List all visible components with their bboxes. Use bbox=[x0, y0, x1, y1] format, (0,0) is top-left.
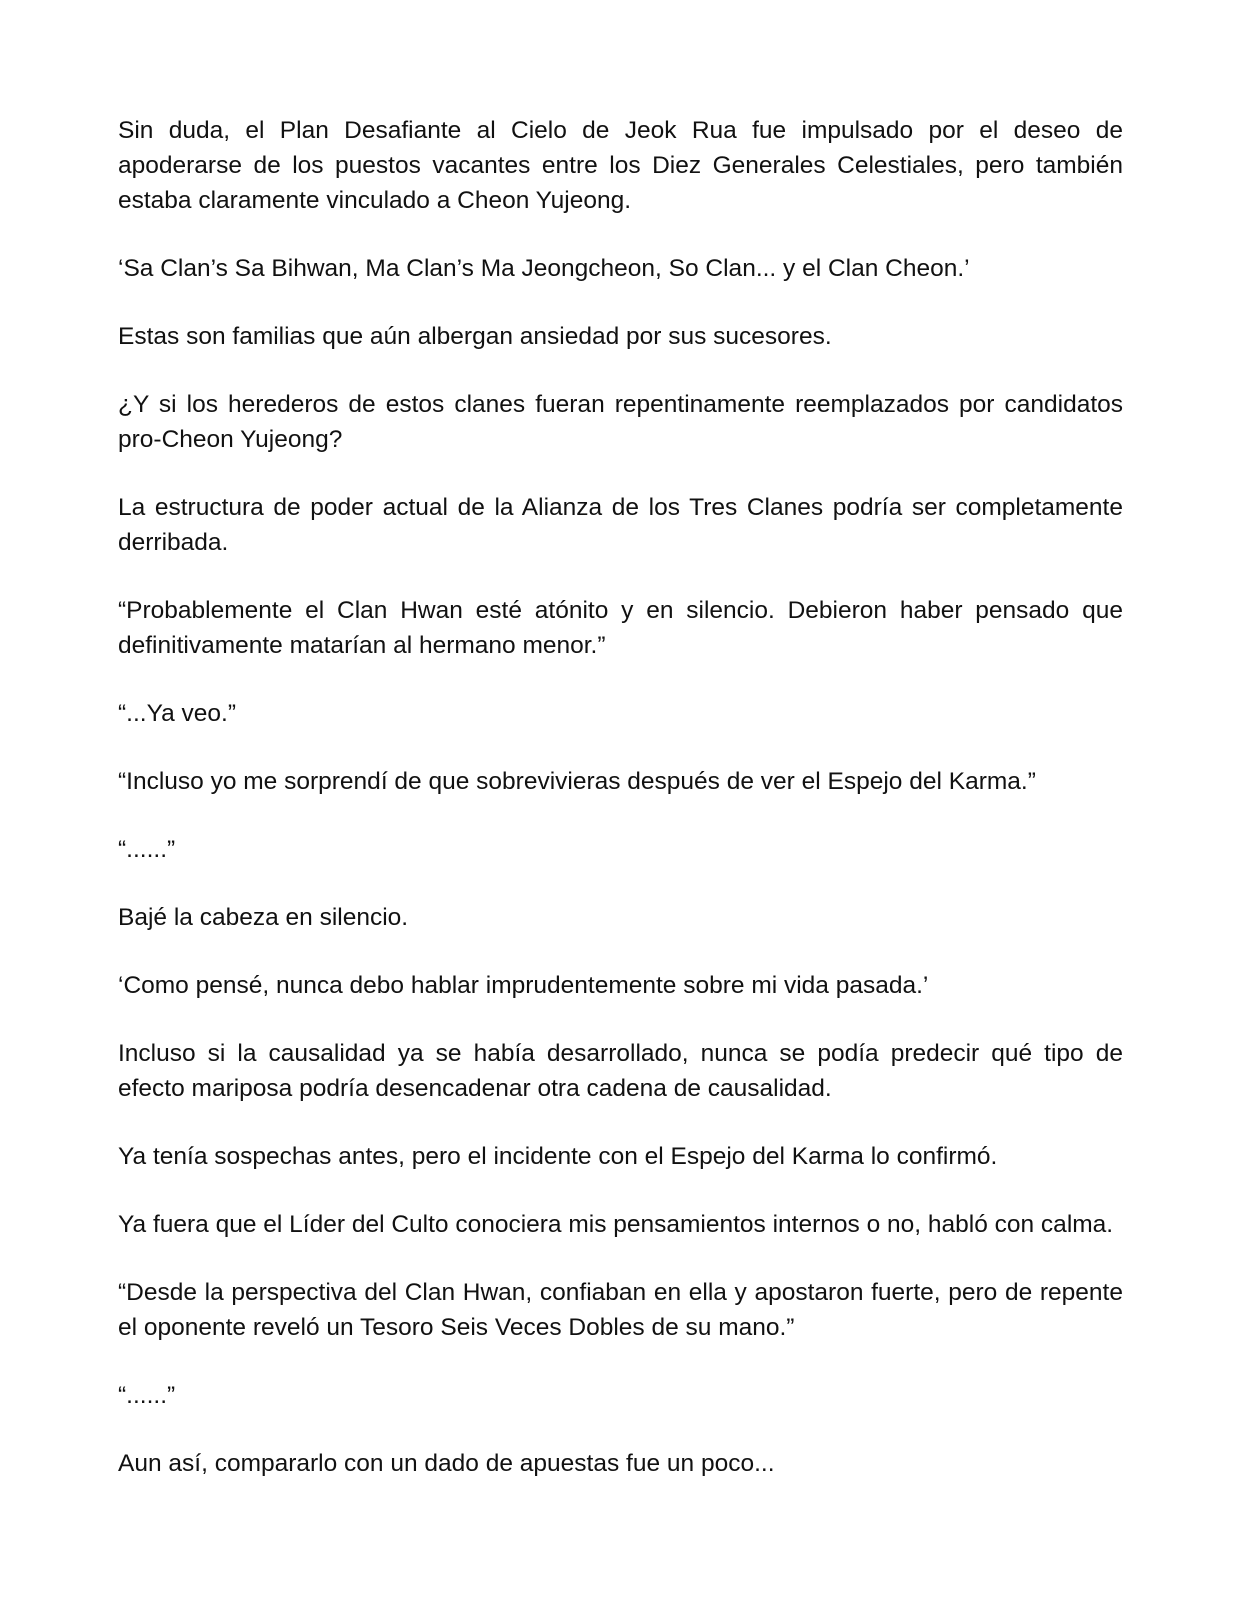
paragraph: La estructura de poder actual de la Alianza de los Tres Clanes podría ser completamente derribada. bbox=[118, 494, 1123, 556]
paragraph: “Probablemente el Clan Hwan esté atónito y en silencio. Debieron haber pensado que definitivamente matarían al hermano menor.” bbox=[118, 597, 1123, 659]
paragraph: “......” bbox=[118, 1382, 176, 1409]
document-page bbox=[118, 113, 1123, 1481]
paragraph: Estas son familias que aún albergan ansiedad por sus sucesores. bbox=[118, 323, 832, 350]
paragraph: Sin duda, el Plan Desafiante al Cielo de Jeok Rua fue impulsado por el deseo de apoderarse de los puestos vacantes entre los Diez Generales Celestiales, pero también estaba claramente vinculado a Cheon Yujeong. bbox=[118, 117, 1123, 214]
paragraph: “......” bbox=[118, 836, 176, 863]
paragraph: Bajé la cabeza en silencio. bbox=[118, 904, 409, 931]
paragraph: ‘Como pensé, nunca debo hablar imprudentemente sobre mi vida pasada.’ bbox=[118, 972, 929, 999]
paragraph: ¿Y si los herederos de estos clanes fueran repentinamente reemplazados por candidatos pro-Cheon Yujeong? bbox=[118, 391, 1123, 453]
paragraph: “...Ya veo.” bbox=[118, 700, 237, 727]
paragraph: Aun así, compararlo con un dado de apuestas fue un poco... bbox=[118, 1450, 775, 1477]
paragraph: ‘Sa Clan’s Sa Bihwan, Ma Clan’s Ma Jeongcheon, So Clan... y el Clan Cheon.’ bbox=[118, 255, 970, 282]
paragraph: “Desde la perspectiva del Clan Hwan, confiaban en ella y apostaron fuerte, pero de repente el oponente reveló un Tesoro Seis Veces Dobles de su mano.” bbox=[118, 1279, 1123, 1341]
paragraph: Ya fuera que el Líder del Culto conociera mis pensamientos internos o no, habló con calma. bbox=[118, 1211, 1114, 1238]
paragraph: Ya tenía sospechas antes, pero el incidente con el Espejo del Karma lo confirmó. bbox=[118, 1143, 998, 1170]
paragraph: “Incluso yo me sorprendí de que sobrevivieras después de ver el Espejo del Karma.” bbox=[118, 768, 1036, 795]
paragraph: Incluso si la causalidad ya se había desarrollado, nunca se podía predecir qué tipo de efecto mariposa podría desencadenar otra cadena de causalidad. bbox=[118, 1040, 1123, 1102]
